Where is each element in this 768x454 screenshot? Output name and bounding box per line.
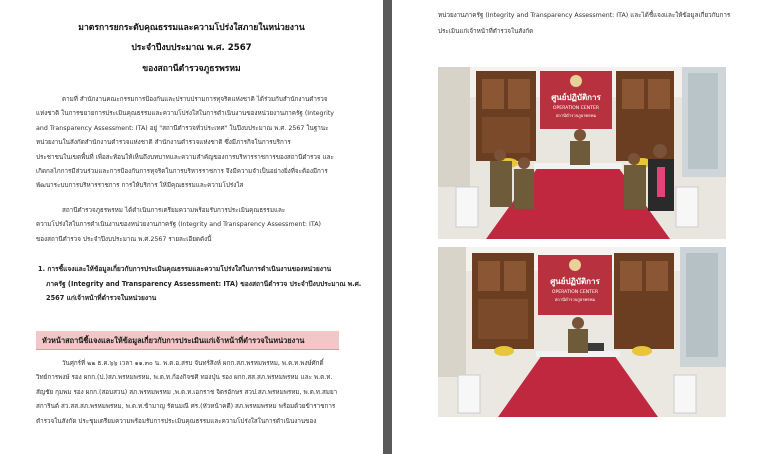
continuation-text	[438, 8, 730, 39]
paragraph-line: สการินต์ สว.สส.สภ.พรหมพรหม, พ.ต.ท.ข้ามาญ รัตนมณี ศร.(หัวหน้าคดี) สภ.พรหมพรหม พร้อมด้วยข้าราชการ	[36, 403, 336, 411]
paragraph-line: ของสถานีตำรวจ ประจำปีงบประมาณ พ.ศ.2567 รายละเอียดดังนี้	[36, 235, 212, 243]
sign-thai-text: ศูนย์ปฏิบัติการ	[551, 93, 601, 102]
heading-line: 1. การชี้แจงและให้ข้อมูลเกี่ยวกับการประเมินคุณธรรมและความโปร่งใสในการดำเนินงานของหน่วยงาน	[38, 265, 332, 273]
paragraph-preparation	[36, 204, 341, 247]
sign-thai-text: ศูนย์ปฏิบัติการ	[550, 277, 600, 286]
paragraph-line: สัญชัย กุมพม รอง ผกก.(สอบสวน) สภ.พรหมพรหม ,พ.ต.ท.เอกราช จิตรอักษร สวป.สภ.พรหมพรหม, พ.ต.ท.สมยา	[36, 388, 338, 396]
document-page-right	[392, 0, 768, 454]
heading-line: 2567 แก่เจ้าหน้าที่ตำรวจในหน่วยงาน	[46, 294, 157, 302]
numbered-heading	[38, 262, 362, 306]
paragraph-line: ความโปร่งใสในการดำเนินงานของหน่วยงานภาครัฐ (Integrity and Transparency Assessment: ITA)	[36, 221, 322, 229]
paragraph-line: หน่วยงานภาครัฐ (Integrity and Transparency Assessment: ITA) และได้ชี้แจงและให้ข้อมูลเกี่ยวกับการ	[438, 12, 731, 19]
paragraph-line: วิทย์การพงษ์ รอง ผกก.(ป.)สภ.พรหมพรหม, พ.ต.ท.ก้องกิจชศิ ทองปุ่น รอง ผกก.สส.สภ.พรหมพรหม และ พ.ต.ท.	[36, 374, 333, 382]
paragraph-line: หน่วยงานในสังกัดสำนักงานตำรวจแห่งชาติ สำนักงานตำรวจแห่งชาติ ซึ่งมีภารกิจในการบริการ	[36, 139, 291, 147]
paragraph-line: เกิดกลไกการมีส่วนร่วมและการป้องกันการทุจริตในการบริหารราชการ จึงมีความจำเป็นอย่างยิ่งที่จะต้องมีการ	[36, 168, 328, 176]
sign-english-text: OPERATION CENTER	[551, 290, 599, 295]
paragraph-intro	[36, 93, 341, 194]
sign-sub-text: สถานีตำรวจภูธรพรหม	[555, 113, 597, 118]
meeting-photo-1-image	[438, 67, 726, 239]
paragraph-line: สถานีตำรวจภูธรพรหม ได้ดำเนินการเตรียมความพร้อมรับการประเมินคุณธรรมและ	[62, 207, 286, 214]
paragraph-line: ตามที่ สำนักงานคณะกรรมการป้องกันและปราบปรามการทุจริตแห่งชาติ ได้ร่วมกับสำนักงานตำรวจ	[62, 96, 328, 103]
sign-sub-text: สถานีตำรวจภูธรพรหม	[554, 297, 596, 302]
paragraph-line: ประเมินแก่เจ้าหน้าที่ตำรวจในสังกัด	[438, 27, 534, 35]
paragraph-meeting	[36, 357, 341, 429]
paragraph-line: พัฒนาระบบการบริหารราชการ การให้บริการ ให้มีคุณธรรมและความโปร่งใส	[36, 182, 244, 190]
doc-title-line-2: ประจำปีงบประมาณ พ.ศ. 2567	[131, 43, 252, 53]
paragraph-line: วันศุกร์ที่ ๒๒ ธ.ค.๖๖ เวลา ๑๑.๓๐ น. พ.ต.อ.สรบ จันทร์สิงห์ ผกก.สภ.พรหมพรหม, พ.ต.ท.พงษ์ศักดิ์	[62, 360, 324, 367]
paragraph-line: แห่งชาติ ในการขยายการประเมินคุณธรรมและความโปร่งใสในการดำเนินงานของหน่วยงานภาครัฐ (Integrity	[36, 110, 335, 118]
page-gutter	[383, 0, 392, 454]
meeting-photo-1	[438, 67, 726, 239]
sign-english-text: OPERATION CENTER	[552, 106, 600, 111]
heading-line: ภาครัฐ (Integrity and Transparency Assessment: ITA) ของสถานีตำรวจ ประจำปีงบประมาณ พ.ศ.	[46, 279, 362, 288]
paragraph-line: ประชาชนในเขตพื้นที่ เพื่อสะท้อนให้เห็นถึงบทบาทและความสำคัญของการบริหารราชการของสถานีตำรวจ และ	[36, 153, 334, 161]
meeting-photo-2-image	[438, 247, 726, 417]
paragraph-line: and Transparency Assessment: ITA) อยู่ "สถานีตำรวจทั่วประเทศ" ในปีงบประมาณ พ.ศ. 2567 ในฐานะ	[36, 124, 329, 132]
paragraph-line: ตำรวจในสังกัด ประชุมเตรียมความพร้อมรับการประเมินคุณธรรมและความโปร่งใสในการดำเนินงานของ	[36, 417, 317, 425]
meeting-photo-2	[438, 247, 726, 417]
doc-title-line-1: มาตรการยกระดับคุณธรรมและความโปร่งใสภายในหน่วยงาน	[78, 23, 305, 33]
doc-title-line-3: ของสถานีตำรวจภูธรพรหม	[142, 64, 241, 74]
section-banner: หัวหน้าสถานีชี้แจงและให้ข้อมูลเกี่ยวกับการประเมินแก่เจ้าหน้าที่ตำรวจในหน่วยงาน	[36, 331, 339, 350]
document-page-left	[0, 0, 383, 454]
